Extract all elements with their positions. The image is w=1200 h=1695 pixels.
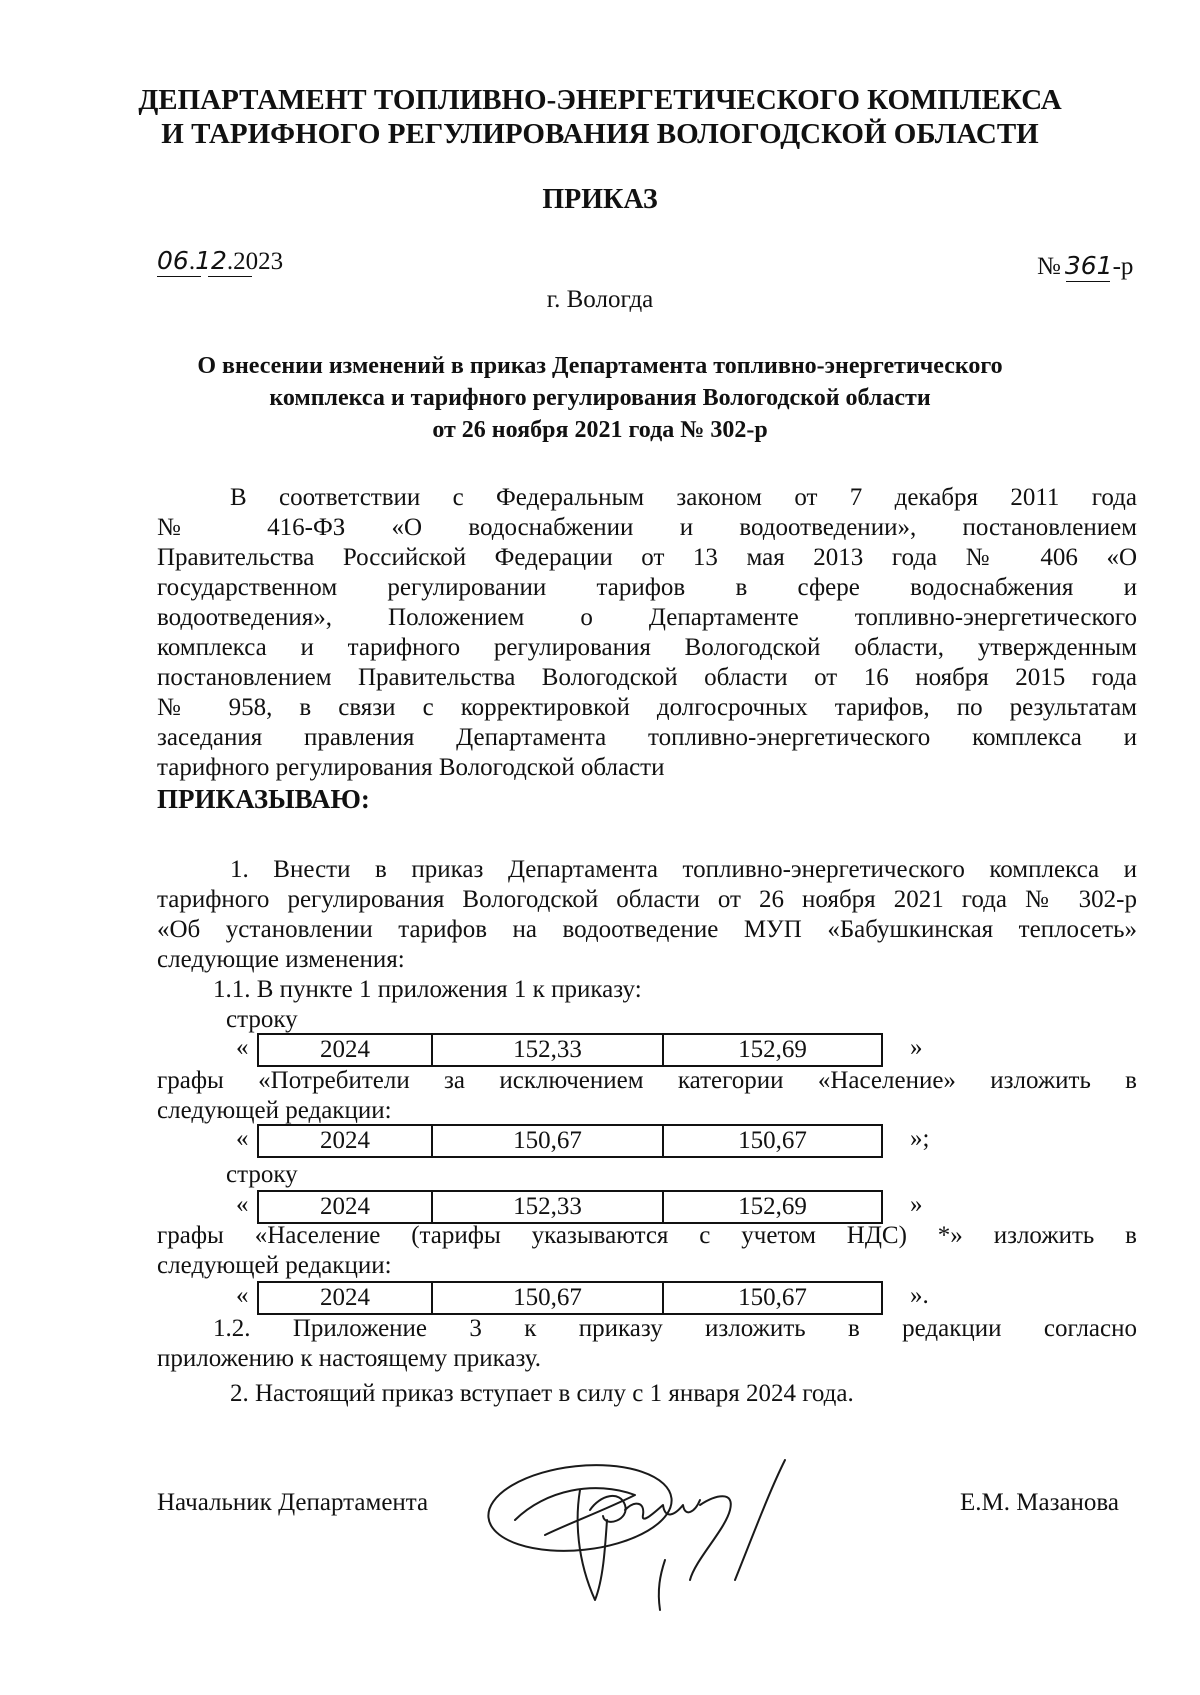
item-1-2-line-1: 1.2. Приложение 3 к приказу изложить в редакции согласно [213,1315,1137,1342]
date-day: 06 [157,246,189,275]
department-name-line-1: ДЕПАРТАМЕНТ ТОПЛИВНО-ЭНЕРГЕТИЧЕСКОГО КОМПЛЕКСА [138,84,1062,116]
graph-2-line-1: графы «Население (тарифы указываются с учетом НДС) *» изложить в [157,1222,1137,1249]
date-day-underline [157,276,201,277]
tariff-row-1-new [257,1124,883,1158]
item-1-line-4: следующие изменения: [157,946,405,973]
preamble-line-4: государственном регулировании тарифов в сфере водоснабжения и [157,574,1137,601]
close-quote-3: » [910,1191,923,1218]
document-number [1037,251,1177,282]
preamble-line-9: заседания правления Департамента топливно-энергетического комплекса и [157,724,1137,751]
date-month: 12 [195,246,227,275]
row-word-1: строку [226,1006,298,1033]
cell-year: 2024 [258,1125,432,1157]
cell-value-1: 150,67 [432,1125,663,1157]
preamble-line-5: водоотведения», Положением о Департаменте топливно-энергетического [157,604,1137,631]
title-line-2: комплекса и тарифного регулирования Вологодской области [269,385,931,411]
cell-value-1: 150,67 [432,1282,663,1314]
open-quote-4: « [236,1282,249,1309]
signatory-name: Е.М. Мазанова [960,1489,1119,1516]
open-quote-3: « [236,1191,249,1218]
close-quote-2: »; [910,1125,930,1152]
department-name-line-2: И ТАРИФНОГО РЕГУЛИРОВАНИЯ ВОЛОГОДСКОЙ ОБЛАСТИ [161,118,1039,150]
date-year: .2023 [226,248,284,275]
document-type: ПРИКАЗ [542,184,658,215]
title-line-1: О внесении изменений в приказ Департамента топливно-энергетического [197,353,1003,379]
number-suffix: -р [1112,253,1134,280]
close-quote-1: » [910,1034,923,1061]
handwritten-signature [485,1450,845,1620]
preamble-line-10: тарифного регулирования Вологодской области [157,754,665,781]
cell-value-2: 150,67 [663,1125,882,1157]
order-word: ПРИКАЗЫВАЮ: [157,784,370,814]
cell-value-2: 152,69 [663,1191,882,1223]
tariff-row-2-old [257,1190,883,1224]
preamble-line-2: № 416-ФЗ «О водоснабжении и водоотведении», постановлением [157,514,1137,541]
close-quote-4: ». [910,1282,929,1309]
item-1-line-2: тарифного регулирования Вологодской области от 26 ноября 2021 года № 302-р [157,886,1137,913]
item-1-2-line-2: приложению к настоящему приказу. [157,1345,542,1372]
document-date: 06.12.2023 [157,246,284,275]
cell-value-1: 152,33 [432,1034,663,1066]
graph-1-line-2: следующей редакции: [157,1097,392,1124]
date-month-underline [208,276,252,277]
preamble-line-3: Правительства Российской Федерации от 13 мая 2013 года № 406 «О [157,544,1137,571]
preamble-line-8: № 958, в связи с корректировкой долгосрочных тарифов, по результатам [157,694,1137,721]
item-1-line-3: «Об установлении тарифов на водоотведение МУП «Бабушкинская теплосеть» [157,916,1137,943]
item-1-line-1: 1. Внести в приказ Департамента топливно-энергетического комплекса и [230,856,1137,883]
cell-year: 2024 [258,1191,432,1223]
number-underline [1066,281,1110,282]
preamble-line-7: постановлением Правительства Вологодской области от 16 ноября 2015 года [157,664,1137,691]
graph-2-line-2: следующей редакции: [157,1252,392,1279]
preamble-line-6: комплекса и тарифного регулирования Вологодской области, утвержденным [157,634,1137,661]
tariff-row-2-new [257,1281,883,1315]
graph-1-line-1: графы «Потребители за исключением категории «Население» изложить в [157,1067,1137,1094]
preamble-line-1: В соответствии с Федеральным законом от 7 декабря 2011 года [230,484,1137,511]
open-quote-2: « [236,1125,249,1152]
open-quote-1: « [236,1034,249,1061]
item-1-1: 1.1. В пункте 1 приложения 1 к приказу: [213,976,642,1003]
cell-value-2: 152,69 [663,1034,882,1066]
cell-value-1: 152,33 [432,1191,663,1223]
number-value: 361 [1064,251,1113,280]
title-line-3: от 26 ноября 2021 года № 302-р [432,417,768,443]
item-2: 2. Настоящий приказ вступает в силу с 1 января 2024 года. [230,1380,854,1407]
city: г. Вологда [546,286,654,313]
cell-value-2: 150,67 [663,1282,882,1314]
row-word-2: строку [226,1161,298,1188]
tariff-row-1-old [257,1033,883,1067]
number-prefix: № [1037,253,1061,280]
cell-year: 2024 [258,1034,432,1066]
cell-year: 2024 [258,1282,432,1314]
signatory-position: Начальник Департамента [157,1489,429,1516]
